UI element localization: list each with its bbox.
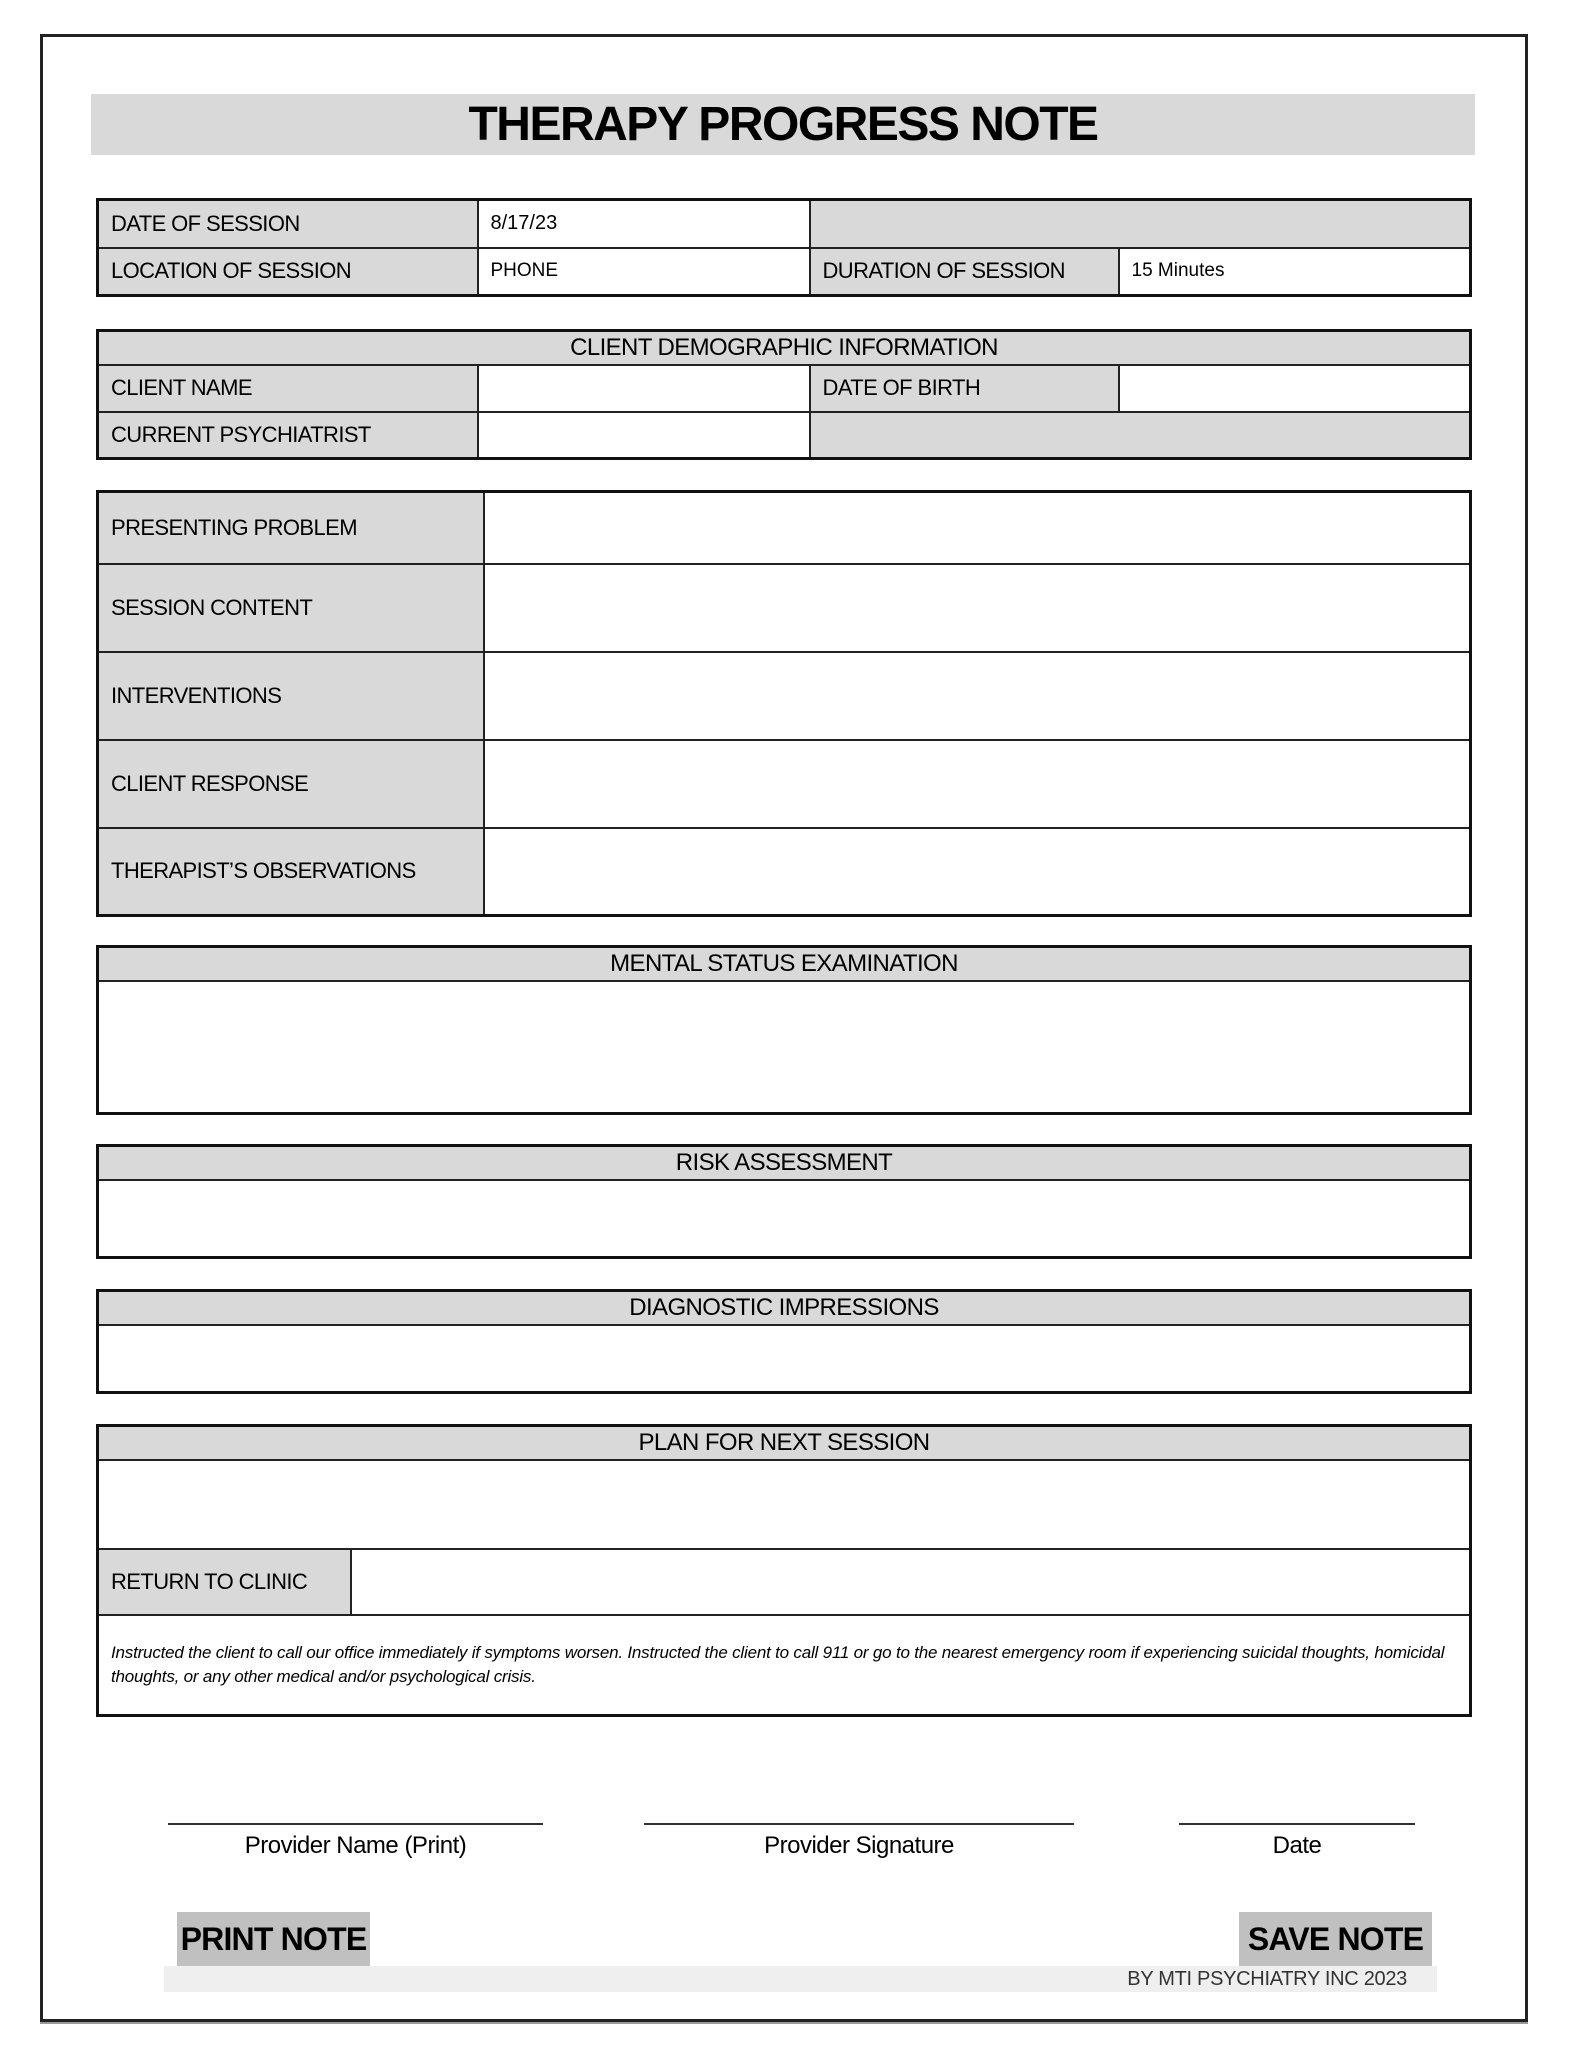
clinical-notes-table	[96, 490, 1472, 917]
provider-name-line[interactable]	[168, 1823, 543, 1825]
save-note-button[interactable]: SAVE NOTE	[1239, 1912, 1432, 1966]
disclaimer-text: Instructed the client to call our office immediately if symptoms worsen. Instructed the client to call 911 or go to the nearest emergency room if experiencing suicidal thoughts, homicidal thoughts, or any other medical and/or psychological crisis.	[98, 1615, 1471, 1716]
mental-status-header: MENTAL STATUS EXAMINATION	[98, 947, 1471, 981]
location-of-session-field[interactable]: PHONE	[478, 248, 810, 296]
demographics-table	[96, 329, 1472, 460]
current-psychiatrist-label: CURRENT PSYCHIATRIST	[98, 412, 478, 459]
session-table	[96, 198, 1472, 297]
provider-name-label: Provider Name (Print)	[244, 1832, 467, 1859]
diagnostic-impressions-header: DIAGNOSTIC IMPRESSIONS	[98, 1291, 1471, 1325]
plan-table	[96, 1424, 1472, 1717]
plan-field[interactable]	[98, 1460, 1471, 1549]
client-name-label: CLIENT NAME	[98, 365, 478, 412]
current-psychiatrist-field[interactable]	[478, 412, 810, 459]
date-label: Date	[1272, 1832, 1322, 1859]
blank-cell	[810, 412, 1471, 459]
page-title: THERAPY PROGRESS NOTE	[91, 94, 1475, 155]
date-of-session-label: DATE OF SESSION	[98, 200, 478, 248]
duration-of-session-label: DURATION OF SESSION	[810, 248, 1119, 296]
presenting-problem-field[interactable]	[484, 492, 1471, 564]
client-response-field[interactable]	[484, 740, 1471, 828]
date-of-session-field[interactable]: 8/17/23	[478, 200, 810, 248]
location-of-session-label: LOCATION OF SESSION	[98, 248, 478, 296]
provider-signature-label: Provider Signature	[764, 1832, 954, 1859]
risk-assessment-header: RISK ASSESSMENT	[98, 1146, 1471, 1180]
client-name-field[interactable]	[478, 365, 810, 412]
date-of-birth-label: DATE OF BIRTH	[810, 365, 1119, 412]
duration-of-session-field[interactable]: 15 Minutes	[1119, 248, 1471, 296]
interventions-label: INTERVENTIONS	[98, 652, 484, 740]
plan-header: PLAN FOR NEXT SESSION	[98, 1426, 1471, 1460]
print-note-button[interactable]: PRINT NOTE	[177, 1912, 370, 1966]
demographics-header: CLIENT DEMOGRAPHIC INFORMATION	[98, 331, 1471, 365]
date-of-birth-field[interactable]	[1119, 365, 1471, 412]
client-response-label: CLIENT RESPONSE	[98, 740, 484, 828]
session-content-label: SESSION CONTENT	[98, 564, 484, 652]
provider-signature-line[interactable]	[644, 1823, 1074, 1825]
risk-assessment-table	[96, 1144, 1472, 1259]
therapist-observations-label: THERAPIST’S OBSERVATIONS	[98, 828, 484, 916]
session-content-field[interactable]	[484, 564, 1471, 652]
diagnostic-impressions-table	[96, 1289, 1472, 1394]
risk-assessment-field[interactable]	[98, 1180, 1471, 1258]
mental-status-field[interactable]	[98, 981, 1471, 1114]
return-to-clinic-label: RETURN TO CLINIC	[98, 1549, 351, 1615]
therapist-observations-field[interactable]	[484, 828, 1471, 916]
mental-status-table	[96, 945, 1472, 1115]
blank-cell	[810, 200, 1471, 248]
diagnostic-impressions-field[interactable]	[98, 1325, 1471, 1393]
return-to-clinic-field[interactable]	[351, 1549, 1471, 1615]
presenting-problem-label: PRESENTING PROBLEM	[98, 492, 484, 564]
footer-credit: BY MTI PSYCHIATRY INC 2023	[164, 1966, 1437, 1992]
date-line[interactable]	[1179, 1823, 1415, 1825]
interventions-field[interactable]	[484, 652, 1471, 740]
